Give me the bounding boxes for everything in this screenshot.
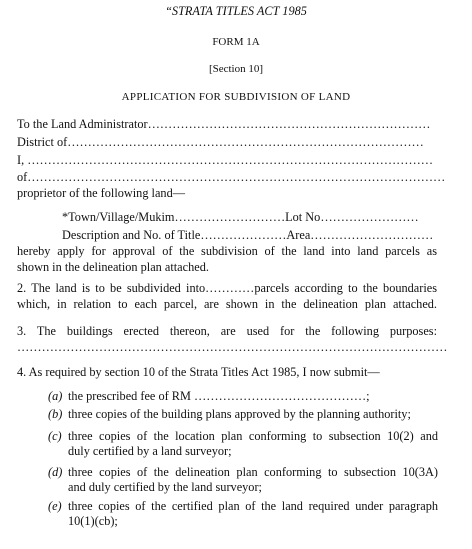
- item-marker: (b): [48, 407, 63, 421]
- item-text: three copies of the building plans approved by the planning authority;: [68, 407, 411, 421]
- title-area-line: Description and No. of Title…………………Area…………………………: [62, 228, 434, 242]
- form-heading: APPLICATION FOR SUBDIVISION OF LAND: [121, 91, 351, 103]
- to-land-administrator-line: To the Land Administrator……………………………………………………………: [17, 117, 431, 131]
- item-marker: (c): [48, 429, 62, 443]
- item-marker: (a): [48, 389, 63, 403]
- item-text: the prescribed fee of RM ……………………………………;: [68, 389, 370, 403]
- paragraph-2-line-2: which, in relation to each parcel, are shown in the delineation plan attached.: [17, 297, 437, 311]
- paragraph-2-line-1: 2. The land is to be subdivided into…………parcels according to the boundaries: [17, 281, 437, 295]
- proprietor-text: proprietor of the following land—: [17, 186, 186, 200]
- town-lot-line: *Town/Village/Mukim………………………Lot No……………………: [62, 210, 419, 224]
- purposes-dotted-line: ……………………………………………………………………………………………: [17, 340, 448, 354]
- item-marker: (d): [48, 465, 63, 479]
- paragraph-4-intro: 4. As required by section 10 of the Strata Titles Act 1985, I now submit—: [17, 365, 380, 379]
- item-text: three copies of the location plan conforming to subsection 10(2) and duly certified by a land surveyor;: [68, 429, 438, 458]
- item-marker: (e): [48, 499, 62, 513]
- application-text-line-1: hereby apply for approval of the subdivision of the land into land parcels as: [17, 244, 437, 258]
- district-line: District of……………………………………………………………………………: [17, 135, 424, 149]
- paragraph-3-line: 3. The buildings erected thereon, are used for the following purposes:: [17, 324, 437, 338]
- act-title: “STRATA TITLES ACT 1985: [165, 4, 307, 18]
- section-reference: [Section 10]: [208, 63, 264, 75]
- application-text-line-2: shown in the delineation plan attached.: [17, 260, 209, 274]
- applicant-name-line: I, ………………………………………………………………………………………: [17, 153, 434, 167]
- item-text: three copies of the delineation plan conforming to subsection 10(3A) and duly certified by the land surveyor;: [68, 465, 438, 494]
- applicant-address-line: of…………………………………………………………………………………………: [17, 170, 446, 184]
- form-number: FORM 1A: [212, 36, 260, 48]
- item-text: three copies of the certified plan of the land required under paragraph 10(1)(cb);: [68, 499, 438, 528]
